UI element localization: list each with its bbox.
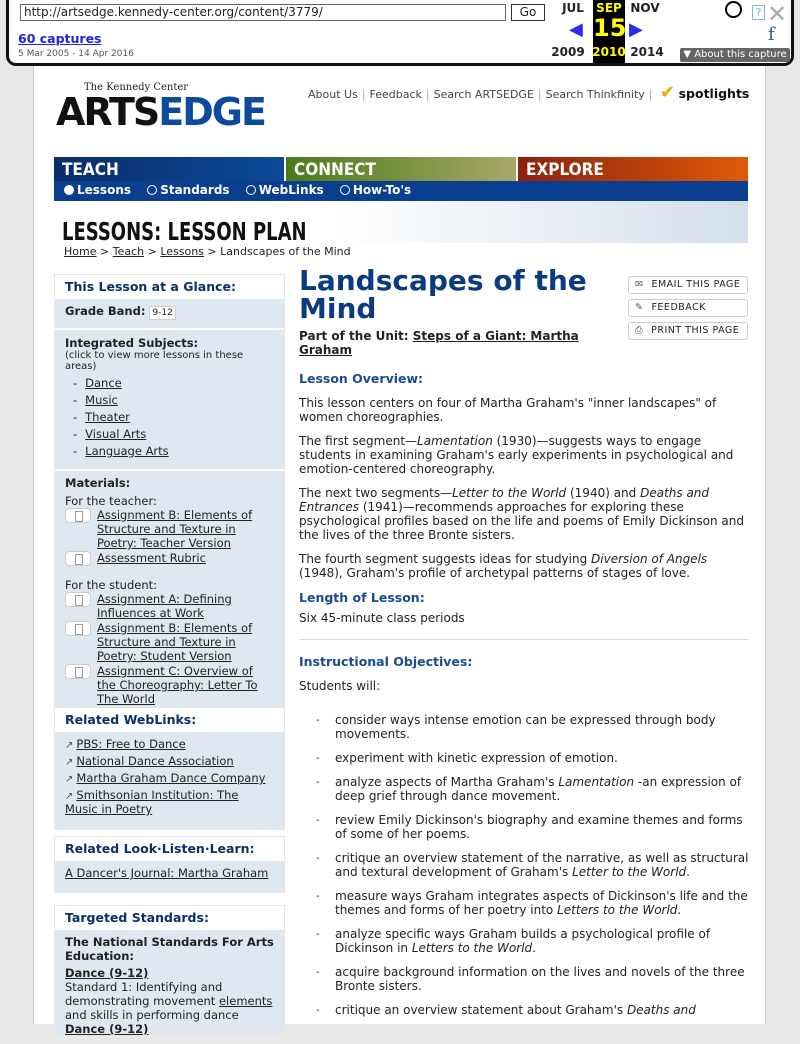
captures-link[interactable]: 60 captures (18, 31, 102, 46)
breadcrumb-lessons[interactable]: Lessons (160, 245, 204, 258)
pencil-icon: ✎ (635, 302, 644, 313)
grade-badge: 9-12 (149, 306, 175, 320)
lesson-title: Landscapes of the Mind (299, 264, 587, 325)
month-next[interactable]: NOV (630, 1, 660, 15)
glance-box (54, 274, 285, 716)
overview-paragraph (299, 552, 749, 580)
text: The fourth segment suggests ideas for studying (299, 552, 592, 566)
work-title: Lamentation (558, 775, 635, 789)
material-link[interactable]: Assignment C: Overview of the Choreography: Letter To The World (97, 664, 258, 706)
unit-link[interactable]: Steps of a Giant: Martha Graham (299, 329, 579, 357)
standards-title: Targeted Standards: (55, 906, 284, 930)
breadcrumb-home[interactable]: Home (64, 245, 97, 258)
search-artsedge-link[interactable]: Search ARTSEDGE (433, 88, 534, 101)
text: -an expression of deep grief through dance movement. (335, 775, 742, 803)
weblink[interactable]: National Dance Association (76, 754, 234, 768)
glance-title: This Lesson at a Glance: (55, 275, 284, 299)
month-current: SEP (596, 1, 622, 15)
help-icon[interactable]: ? (752, 5, 765, 20)
unit-label: Part of the Unit: (299, 329, 413, 343)
prev-arrow-icon[interactable]: ◀ (569, 19, 583, 40)
subject-item (73, 376, 274, 390)
weblink[interactable]: Smithsonian Institution: The Music in Poetry (65, 788, 239, 816)
overview-paragraph (299, 486, 749, 542)
students-will: Students will: (299, 679, 381, 693)
text: (1940) and (566, 486, 641, 500)
divider (299, 639, 749, 640)
material-link[interactable]: Assessment Rubric (97, 551, 206, 565)
spotlights-icon: ✔ (660, 82, 676, 103)
weblink-item (65, 737, 274, 751)
subject-item (73, 410, 274, 424)
subject-link[interactable]: Visual Arts (85, 427, 147, 441)
tab-teach[interactable]: TEACH (54, 157, 284, 181)
document-icon (65, 508, 91, 523)
length-heading: Length of Lesson: (299, 590, 425, 605)
objective-item (325, 927, 749, 955)
email-icon: ✉ (635, 279, 644, 290)
subjects-note: (click to view more lessons in these areas) (65, 350, 244, 372)
subnav-howtos[interactable] (340, 183, 411, 197)
subject-link[interactable]: Language Arts (85, 444, 169, 458)
year-prev[interactable]: 2009 (551, 45, 585, 59)
overview-paragraph (299, 434, 749, 476)
text: This lesson centers on four of Martha Graham's "inner landscapes" of women choreographies. (299, 396, 717, 424)
material-link[interactable]: Assignment B: Elements of Structure and Texture in Poetry: Student Version (97, 621, 253, 663)
subnav-standards[interactable] (147, 183, 229, 197)
objective-item (325, 775, 749, 803)
standard-text: Standard 1: Identifying and demonstrating movement (65, 980, 223, 1008)
grade-label: Grade Band: (65, 304, 146, 318)
circle-arrow-icon (340, 185, 350, 195)
material-item (65, 621, 274, 663)
text: critique an overview statement about Graham's (335, 1003, 627, 1017)
search-thinkfinity-link[interactable]: Search Thinkfinity (545, 88, 645, 101)
wayback-toolbar (6, 0, 794, 66)
subnav-weblinks[interactable] (246, 183, 324, 197)
work-title: Deaths and Entrances (299, 486, 710, 514)
text: The next two segments— (299, 486, 453, 500)
work-title: Deaths and (626, 1003, 696, 1017)
breadcrumb-current: Landscapes of the Mind (220, 245, 351, 258)
material-item (65, 592, 274, 620)
overview-heading: Lesson Overview: (299, 371, 424, 386)
document-icon (65, 621, 91, 636)
work-title: Lamentation (417, 434, 493, 448)
text: (1948), Graham's profile of archetypal patterns of stages of love. (299, 566, 691, 580)
breadcrumb (64, 245, 351, 258)
weblink[interactable]: Martha Graham Dance Company (76, 771, 266, 785)
text: . (532, 941, 536, 955)
subnav-label: Lessons (77, 183, 131, 197)
objective-item (325, 751, 749, 765)
document-icon (65, 551, 91, 566)
standard-text: and skills in performing dance (65, 1008, 239, 1022)
lll-link[interactable]: A Dancer's Journal: Martha Graham (65, 866, 269, 880)
text: acquire background information on the lives and novels of the three Bronte sisters. (335, 965, 745, 993)
work-title: Letter to the World (572, 865, 687, 879)
logo-kennedy-text: The Kennedy Center (84, 82, 189, 93)
objective-item (325, 1003, 749, 1017)
work-title: Letter to the World (452, 486, 567, 500)
year-next[interactable]: 2014 (630, 45, 664, 59)
capture-range: 5 Mar 2005 - 14 Apr 2016 (18, 49, 134, 59)
standard-level-link[interactable]: Dance (9-12) (65, 1022, 149, 1036)
main-content (299, 264, 749, 1027)
about-us-link[interactable]: About Us (308, 88, 358, 101)
weblink-item (65, 771, 274, 785)
subject-link[interactable]: Dance (85, 376, 122, 390)
objective-item (325, 889, 749, 917)
elements-link[interactable]: elements (218, 994, 273, 1008)
weblinks-title: Related WebLinks: (55, 708, 284, 732)
subject-item (73, 427, 274, 441)
work-title: Diversion of Angels (591, 552, 708, 566)
url-input[interactable]: http://artsedge.kennedy-center.org/content/3779/ (20, 4, 506, 21)
text: . (677, 903, 682, 917)
standard-level-link[interactable]: Dance (9-12) (65, 966, 149, 980)
close-icon[interactable]: ✕ (767, 0, 788, 28)
next-arrow-icon[interactable]: ▶ (629, 19, 643, 40)
material-item (65, 664, 274, 706)
text: review Emily Dickinson's biography and examine themes and forms of some of her poems. (335, 813, 743, 841)
about-capture-button[interactable]: ▼ About this capture (680, 48, 790, 62)
length-text: Six 45-minute class periods (299, 611, 465, 625)
text: consider ways intense emotion can be expressed through body movements. (335, 713, 716, 741)
breadcrumb-teach[interactable]: Teach (112, 245, 145, 258)
objectives-heading: Instructional Objectives: (299, 654, 473, 669)
subjects-label: Integrated Subjects: (65, 336, 199, 350)
text: The first segment— (299, 434, 418, 448)
standards-box (54, 905, 285, 1035)
action-label: EMAIL THIS PAGE (651, 279, 741, 290)
artsedge-logo[interactable] (56, 82, 265, 134)
external-link-icon: ↗ (65, 740, 74, 751)
subnav-label: How-To's (352, 183, 412, 197)
circle-arrow-icon (147, 185, 157, 195)
subject-item (73, 393, 274, 407)
tab-explore[interactable]: EXPLORE (518, 157, 748, 181)
subnav-lessons[interactable] (64, 183, 131, 197)
circle-arrow-icon (246, 185, 256, 195)
work-title: Letters to the World (411, 941, 533, 955)
overview-paragraph (299, 396, 749, 424)
weblinks-box (54, 707, 285, 830)
breadcrumb-sep: > (207, 245, 217, 258)
text: (1930)—suggests ways to engage students in examining Graham's early experiments in psychological and emotion-centered choreography. (299, 434, 734, 476)
objective-item (325, 813, 749, 841)
printer-icon: ⎙ (635, 325, 644, 336)
material-item (65, 508, 274, 550)
logo-arts: ARTS (56, 90, 159, 134)
loading-icon (725, 1, 742, 18)
text: analyze specific ways Graham builds a psychological profile of Dickinson in (335, 927, 711, 955)
breadcrumb-sep: > (147, 245, 157, 258)
objective-item (325, 713, 749, 741)
text: experiment with kinetic expression of emotion. (335, 751, 618, 765)
feedback-link[interactable]: Feedback (369, 88, 422, 101)
text: measure ways Graham integrates aspects of Dickinson's life and the themes and forms of her poetry into (335, 889, 748, 917)
top-links: About Us | Feedback | Search ARTSEDGE | Search Thinkfinity | ✔ spotlights (308, 82, 750, 103)
standards-org: The National Standards For Arts Education: (65, 935, 274, 963)
page (33, 62, 766, 1036)
action-label: PRINT THIS PAGE (651, 325, 740, 336)
work-title: Letters to the World (557, 903, 678, 917)
unit-line (299, 329, 599, 357)
document-icon (65, 664, 91, 679)
subnav-label: WebLinks (258, 183, 324, 197)
document-icon (65, 592, 91, 607)
weblink[interactable]: PBS: Free to Dance (76, 737, 186, 751)
logo-edge: EDGE (158, 90, 265, 134)
weblink-item (65, 788, 274, 816)
sub-nav (54, 181, 748, 201)
objective-item (325, 851, 749, 879)
subnav-label: Standards (160, 183, 230, 197)
section-title: LESSONS: LESSON PLAN (62, 217, 307, 246)
subject-item (73, 444, 274, 458)
material-link[interactable]: Assignment A: Defining Influences at Work (97, 592, 232, 620)
student-label: For the student: (65, 578, 157, 592)
action-label: FEEDBACK (651, 302, 706, 313)
lll-title: Related Look·Listen·Learn: (55, 837, 284, 861)
weblink-item (65, 754, 274, 768)
material-link[interactable]: Assignment B: Elements of Structure and Texture in Poetry: Teacher Version (97, 508, 253, 550)
facebook-icon[interactable]: f (768, 24, 775, 45)
circle-icon (64, 185, 74, 195)
month-prev[interactable]: JUL (562, 1, 584, 15)
teacher-label: For the teacher: (65, 494, 157, 508)
text: critique an overview statement of the narrative, as well as structural and textural development of Graham's (335, 851, 749, 879)
material-item (65, 551, 274, 566)
text: (1941)—recommends approaches for exploring these psychological profiles based on the life and poems of Emily Dickinson and the lives of the three Bronte sisters. (299, 500, 744, 542)
spotlights-link[interactable]: spotlights (678, 86, 750, 101)
day-current: 15 (593, 14, 627, 42)
text: . (686, 865, 690, 879)
year-current: 2010 (592, 45, 626, 59)
external-link-icon: ↗ (65, 774, 74, 785)
external-link-icon: ↗ (65, 757, 74, 768)
tab-connect[interactable]: CONNECT (286, 157, 516, 181)
subject-link[interactable]: Music (85, 393, 118, 407)
text: analyze aspects of Martha Graham's (335, 775, 559, 789)
section-banner (54, 201, 748, 246)
go-button[interactable]: Go (511, 4, 545, 21)
objective-item (325, 965, 749, 993)
subject-link[interactable]: Theater (85, 410, 130, 424)
breadcrumb-sep: > (99, 245, 110, 258)
materials-label: Materials: (65, 476, 131, 490)
look-listen-learn-box (54, 836, 285, 893)
external-link-icon: ↗ (65, 791, 74, 802)
